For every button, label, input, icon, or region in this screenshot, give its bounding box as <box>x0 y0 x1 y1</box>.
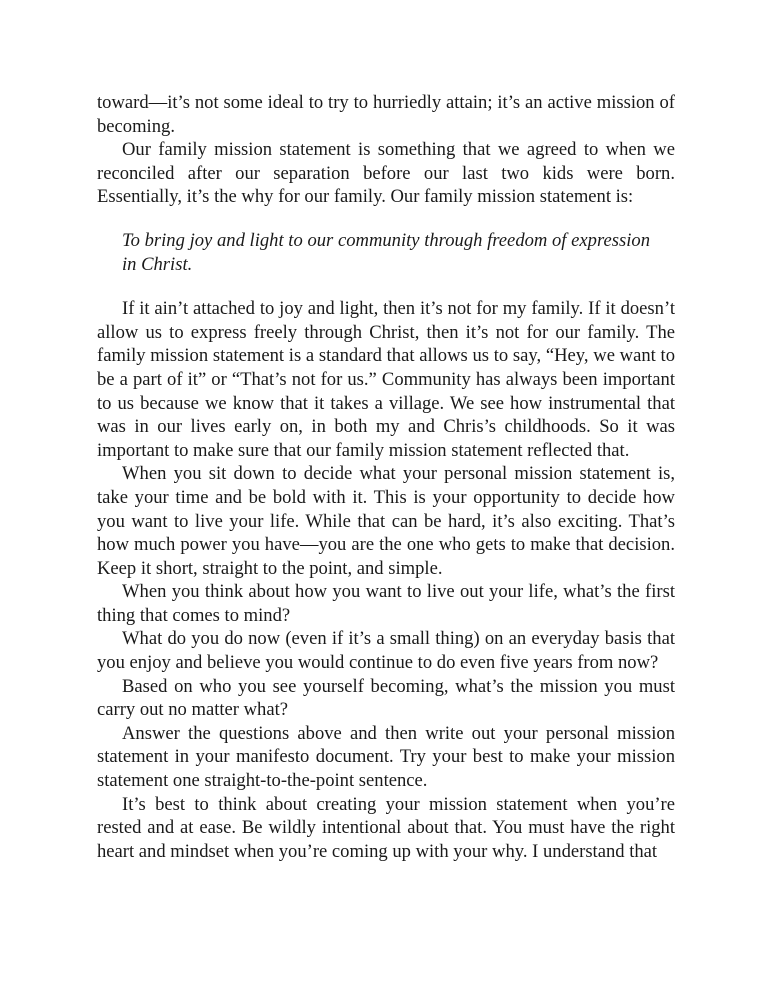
question-first-thing: When you think about how you want to live out your life, what’s the first thing that comes to mind? <box>97 581 675 626</box>
question-mission-must-carry: Based on who you see yourself becoming, what’s the mission you must carry out no matter what? <box>97 675 675 721</box>
paragraph-family-mission-intro: Our family mission statement is something that we agreed to when we reconciled after our separation before our last two kids were born. Essentially, it’s the why for our family. Our family mission statement is: <box>97 139 675 208</box>
paragraph-continuation: toward—it’s not some ideal to try to hurriedly attain; it’s an active mission of becoming. <box>97 92 675 137</box>
paragraph-rested-and-at-ease: It’s best to think about creating your mission statement when you’re rested and at ease. Be wildly intentional about that. You must have the right heart and mindset when you’re coming up with your why. I understand that <box>97 793 675 862</box>
paragraph-answer-questions: Answer the questions above and then write out your personal mission statement in your manifesto document. Try your best to make your mission statement one straight-to-the-point sentence. <box>97 722 675 792</box>
question-everyday-basis: What do you do now (even if it’s a small thing) on an everyday basis that you enjoy and believe you would continue to do even five years from now? <box>97 628 675 674</box>
paragraph-joy-and-light: If it ain’t attached to joy and light, then it’s not for my family. If it doesn’t allow us to express freely through Christ, then it’s not for our family. The family mission statement is a standard that allows us to say, “Hey, we want to be a part of it” or “That’s not for us.” Community has always been important to us because we know that it takes a village. We see how instrumental that was in our lives early on, in both my and Chris’s childhoods. So it was important to make sure that our family mission statement reflected that. <box>97 298 675 461</box>
paragraph-personal-mission: When you sit down to decide what your personal mission statement is, take your time and be bold with it. This is your opportunity to decide how you want to live your life. While that can be hard, it’s also exciting. That’s how much power you have—you are the one who gets to make that decision. Keep it short, straight to the point, and simple. <box>97 463 675 579</box>
mission-statement-quote: To bring joy and light to our community through freedom of expression in Christ. <box>122 229 650 275</box>
document-page <box>97 91 675 863</box>
